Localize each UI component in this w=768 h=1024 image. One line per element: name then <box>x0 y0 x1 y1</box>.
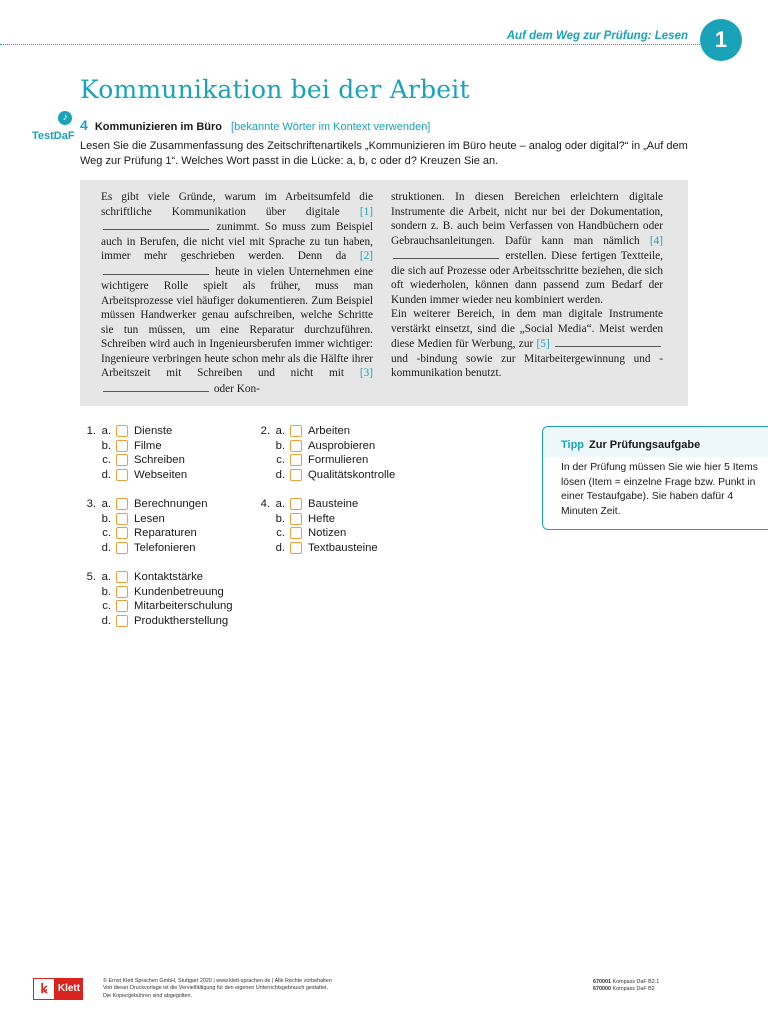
option-letter: a. <box>101 425 111 437</box>
tip-label: Tipp <box>561 439 585 451</box>
option-letter: c. <box>102 527 111 540</box>
answer-option <box>254 497 378 512</box>
footer-copyright-line: Von dieser Druckvorlage ist die Vervielfältigung für den eigenen Unterrichtsgebrauch gestattet. <box>103 985 329 992</box>
answer-checkbox[interactable] <box>290 542 302 554</box>
text-run: struktionen. In diesen Bereichen erleichtern digitale Instrumente die Arbeit, nicht nur bei der Dokumentation, sondern z. B. auch beim Verfassen von Handbüchern oder Gebrauchsanleitungen. Dafür kann man nämlich <box>391 191 663 247</box>
answer-option <box>254 439 395 454</box>
answer-checkbox[interactable] <box>116 571 128 583</box>
option-text: Lesen <box>134 512 165 525</box>
text-run: und -bindung sowie zur Mitarbeitergewinnung und -kommunikation benutzt. <box>391 352 663 379</box>
answer-checkbox[interactable] <box>116 513 128 525</box>
answer-option <box>254 453 395 468</box>
option-text: Kundenbetreuung <box>134 585 224 598</box>
option-letter: a. <box>275 425 285 437</box>
footer-product-line: 670000 Kompass DaF B2 <box>593 986 655 993</box>
gap-number: [4] <box>649 234 663 247</box>
answer-checkbox[interactable] <box>116 440 128 452</box>
gap-blank <box>103 264 209 275</box>
klett-logo <box>33 978 83 1000</box>
option-letter: b. <box>101 585 111 598</box>
answer-option <box>80 599 233 614</box>
answer-checkbox[interactable] <box>116 542 128 554</box>
option-letter: b. <box>101 439 111 452</box>
option-letter: b. <box>101 512 111 525</box>
answer-checkbox[interactable] <box>290 469 302 481</box>
text-run: oder Kon- <box>211 382 260 395</box>
answer-option <box>80 570 233 585</box>
option-text: Bausteine <box>308 498 359 510</box>
footer-products <box>593 979 659 994</box>
option-text: Dienste <box>134 425 173 437</box>
text-run: heute in vielen Unternehmen eine wichtigere Rolle spielt als früher, muss man Arbeitsprozesse viel häufiger dokumentieren. Zum Beispiel müssen Handwerker genau aufschreiben, welche Schritte sie tun müssen, um eine Reparatur durchzuführen. Schreiben wird auch in Ingenieursberufen immer wichtiger: Ingenieure verbringen heute schon mehr als die Hälfte ihrer Arbeitszeit mit Schreiben und nicht mit <box>101 265 373 379</box>
article-summary-box <box>80 180 688 406</box>
answer-option <box>80 468 187 483</box>
answer-checkbox[interactable] <box>290 527 302 539</box>
option-text: Mitarbeiterschulung <box>134 600 233 613</box>
answer-checkbox[interactable] <box>290 498 302 510</box>
answer-option <box>80 541 208 556</box>
task-instruction: Lesen Sie die Zusammenfassung des Zeitschriftenartikels „Kommunizieren im Büro heute – analog oder digital?“ in „Auf dem Weg zur Prüfung 1“. Welches Wort passt in die Lücke: a, b, c oder d? Kreuzen Sie an. <box>80 140 688 167</box>
answer-checkbox[interactable] <box>116 469 128 481</box>
text-run: erstellen. Diese fertigen Textteile, die sich auf Prozesse oder Arbeitsschritte beziehen, die sich oft wiederholen, können dann passend zum Bedarf der Kunden immer wieder neu kombiniert werden. <box>391 250 663 306</box>
option-text: Qualitätskontrolle <box>308 468 396 481</box>
text-run: zunimmt. So muss zum Beispiel auch in Berufen, die nicht viel mit Sprache zu tun haben, immer mehr geschrieben werden. Denn da <box>101 221 373 262</box>
option-text: Arbeiten <box>308 425 351 437</box>
header-rule <box>0 44 700 45</box>
option-text: Ausprobieren <box>308 439 376 452</box>
answer-option <box>80 453 187 468</box>
gap-blank <box>555 336 661 347</box>
gap-blank <box>103 219 209 230</box>
option-text: Berechnungen <box>134 498 208 510</box>
answer-checkbox[interactable] <box>116 600 128 612</box>
task-heading <box>80 117 430 133</box>
option-text: Telefonieren <box>134 541 196 554</box>
option-text: Kontaktstärke <box>134 571 204 583</box>
answer-option <box>80 526 208 541</box>
running-title: Auf dem Weg zur Prüfung: Lesen <box>506 30 688 42</box>
option-letter: d. <box>275 541 285 554</box>
answer-option <box>80 439 187 454</box>
question-1 <box>80 424 187 482</box>
answer-option <box>80 497 208 512</box>
option-letter: c. <box>276 454 285 467</box>
tip-body: In der Prüfung müssen Sie wie hier 5 Items lösen (Item = einzelne Frage bzw. Punkt in einer Testaufgabe). Sie haben dafür 4 Minuten Zeit. <box>561 462 758 517</box>
option-letter: d. <box>101 468 111 481</box>
option-text: Textbausteine <box>308 541 378 554</box>
task-title: Kommunizieren im Büro <box>94 121 222 133</box>
text-paragraph-1 <box>391 190 663 307</box>
option-text: Notizen <box>308 527 347 540</box>
answer-option <box>80 614 233 629</box>
task-number: 4 <box>80 117 88 133</box>
question-number: 2. <box>260 425 270 437</box>
text-column-left <box>101 190 373 396</box>
klett-logo-mark: ꝃ <box>33 978 55 1000</box>
answer-checkbox[interactable] <box>290 425 302 437</box>
page-title: Kommunikation bei der Arbeit <box>80 75 470 104</box>
answer-option <box>80 585 233 600</box>
text-paragraph-2 <box>391 307 663 381</box>
question-number: 3. <box>86 498 96 510</box>
answer-checkbox[interactable] <box>290 440 302 452</box>
option-letter: a. <box>275 498 285 510</box>
footer-product-line: 670001 Kompass DaF B2.1 <box>593 979 660 985</box>
option-letter: d. <box>275 468 285 481</box>
task-hint: [bekannte Wörter im Kontext verwenden] <box>231 121 431 133</box>
chapter-badge: 1 <box>700 19 742 61</box>
option-text: Webseiten <box>134 468 188 481</box>
option-text: Hefte <box>308 512 336 525</box>
question-number: 1. <box>86 425 96 437</box>
option-text: Filme <box>134 439 162 452</box>
answer-option <box>254 512 378 527</box>
answer-option <box>254 541 378 556</box>
option-text: Reparaturen <box>134 527 197 540</box>
answer-checkbox[interactable] <box>116 615 128 627</box>
option-letter: c. <box>102 454 111 467</box>
klett-logo-word: Klett <box>55 978 83 1000</box>
answer-checkbox[interactable] <box>116 454 128 466</box>
question-number: 5. <box>86 571 96 583</box>
option-letter: a. <box>101 571 111 583</box>
tip-title: Zur Prüfungsaufgabe <box>589 439 701 451</box>
answer-option <box>254 424 395 439</box>
footer-copyright-line: © Ernst Klett Sprachen GmbH, Stuttgart 2020 | www.klett-sprachen.de | Alle Rechte vorbehalten <box>103 978 332 984</box>
question-5 <box>80 570 233 628</box>
footer-copyright <box>103 978 332 1000</box>
text-run: Ein weiterer Bereich, in dem man digitale Instrumente verstärkt einsetzt, sind die „Social Media“. Meist werden diese Medien für Werbung, zur <box>391 308 663 350</box>
answer-checkbox[interactable] <box>116 425 128 437</box>
gap-number: [2] <box>359 250 373 262</box>
question-2 <box>254 424 395 482</box>
answer-option <box>80 512 208 527</box>
text-run: Es gibt viele Gründe, warum im Arbeitsumfeld die schriftliche Kommunikation über digitale <box>101 191 373 218</box>
gap-number: [3] <box>359 367 373 379</box>
answer-checkbox[interactable] <box>290 513 302 525</box>
option-text: Formulieren <box>308 454 369 467</box>
option-text: Produktherstellung <box>134 614 229 627</box>
option-letter: d. <box>101 541 111 554</box>
gap-number: [5] <box>536 338 550 350</box>
text-column-right <box>391 190 663 381</box>
answer-option <box>254 468 395 483</box>
audio-note-icon: ♪ <box>58 111 72 125</box>
answer-checkbox[interactable] <box>290 454 302 466</box>
gap-blank <box>393 248 499 259</box>
option-letter: c. <box>276 527 285 540</box>
testdaf-label: TestDaF <box>32 130 75 142</box>
answer-checkbox[interactable] <box>116 527 128 539</box>
answer-checkbox[interactable] <box>116 498 128 510</box>
footer-copyright-line: Die Kopiergebühren sind abgegolten. <box>103 992 193 999</box>
answer-checkbox[interactable] <box>116 586 128 598</box>
question-3 <box>80 497 208 555</box>
option-letter: a. <box>101 498 111 510</box>
answer-option <box>254 526 378 541</box>
question-4 <box>254 497 378 555</box>
gap-blank <box>103 381 209 392</box>
question-number: 4. <box>260 498 270 510</box>
option-letter: b. <box>275 512 285 525</box>
answer-option <box>80 424 187 439</box>
option-letter: b. <box>275 439 285 452</box>
tip-header <box>543 427 768 457</box>
gap-number: [1] <box>359 205 373 218</box>
tip-box <box>542 426 768 530</box>
option-letter: c. <box>102 600 111 613</box>
option-text: Schreiben <box>134 454 185 467</box>
option-letter: d. <box>101 614 111 627</box>
